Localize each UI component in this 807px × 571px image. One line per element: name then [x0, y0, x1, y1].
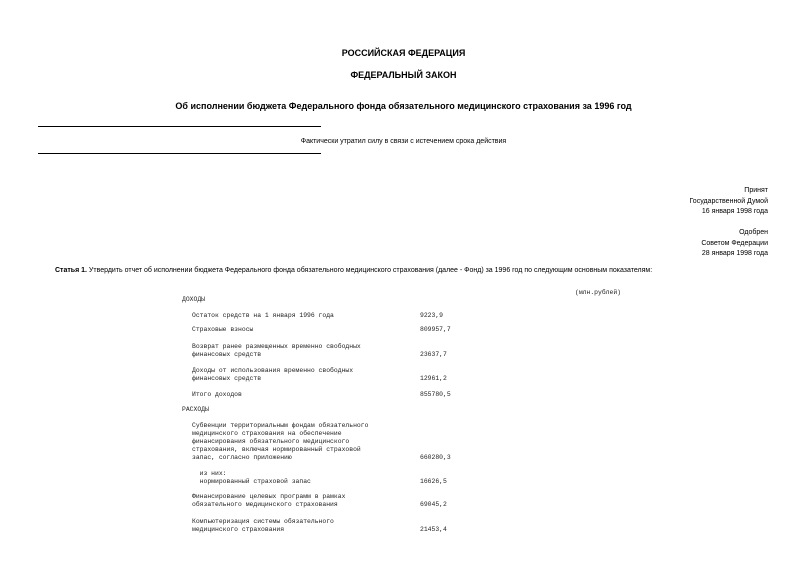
- law-type-heading: ФЕДЕРАЛЬНЫЙ ЗАКОН: [350, 70, 457, 80]
- country-heading: РОССИЙСКАЯ ФЕДЕРАЦИЯ: [341, 48, 466, 58]
- table-row-value: 12961,2: [420, 375, 447, 382]
- table-row-value: 809957,7: [420, 326, 451, 333]
- table-row-label: Финансирование целевых программ в рамках: [192, 493, 346, 500]
- table-row-label: Остаток средств на 1 января 1996 года: [192, 312, 334, 319]
- table-row-label: обязательного медицинского страхования: [192, 501, 338, 508]
- approved-line: 28 января 1998 года: [701, 250, 768, 257]
- document-title: Об исполнении бюджета Федерального фонда обязательного медицинского страхования за 1996 год: [175, 101, 632, 111]
- unit-label: (млн.рублей): [575, 289, 622, 296]
- income-header: ДОХОДЫ: [182, 296, 206, 303]
- expense-header: РАСХОДЫ: [182, 406, 209, 413]
- table-row-label: медицинского страхования: [192, 526, 285, 533]
- approved-block: [701, 228, 768, 260]
- table-row-label: Доходы от использования временно свободных: [192, 367, 354, 374]
- adopted-line: 16 января 1998 года: [701, 208, 768, 215]
- status-note: Фактически утратил силу в связи с истечением срока действия: [300, 138, 507, 145]
- adopted-line: Государственной Думой: [689, 197, 768, 205]
- divider-bottom: [38, 153, 321, 154]
- divider-top: [38, 126, 321, 127]
- adopted-line: Принят: [744, 187, 768, 194]
- table-row-label: финансовых средств: [192, 375, 262, 382]
- table-row-label: страхования, включая нормированный страховой: [192, 446, 361, 453]
- table-row-label: запас, согласно приложению: [192, 454, 292, 461]
- article-text: Утвердить отчет об исполнении бюджета Федерального фонда обязательного медицинского страхования (далее - Фонд) за 1996 год по следующим основным показателям:: [86, 267, 653, 274]
- table-row-label: из них:: [192, 470, 227, 477]
- table-row-label: Субвенции территориальным фондам обязательного: [192, 422, 369, 429]
- article-1: [55, 267, 652, 274]
- table-row-label: финансовых средств: [192, 351, 262, 358]
- table-row-label: медицинского страхования на обеспечение: [192, 430, 342, 437]
- table-row-label: Компьютеризация системы обязательного: [192, 518, 334, 525]
- approved-line: Одобрен: [739, 229, 768, 236]
- approved-line: Советом Федерации: [701, 239, 768, 247]
- table-row-label: нормированный страховой запас: [192, 478, 311, 485]
- table-row-value: 9223,9: [420, 312, 444, 319]
- table-row-label: Возврат ранее размещенных временно свободных: [192, 343, 361, 350]
- article-label: Статья 1.: [55, 267, 87, 274]
- table-row-value: 23637,7: [420, 351, 447, 358]
- table-row-value: 660280,3: [420, 454, 451, 461]
- table-row-label: финансирования обязательного медицинского: [192, 438, 350, 445]
- table-row-label: Итого доходов: [192, 391, 242, 398]
- table-row-value: 69045,2: [420, 501, 447, 508]
- table-row-value: 855780,5: [420, 391, 451, 398]
- table-row-value: 21453,4: [420, 526, 447, 533]
- table-row-value: 16626,5: [420, 478, 447, 485]
- table-row-label: Страховые взносы: [192, 326, 254, 333]
- adopted-block: [689, 186, 768, 218]
